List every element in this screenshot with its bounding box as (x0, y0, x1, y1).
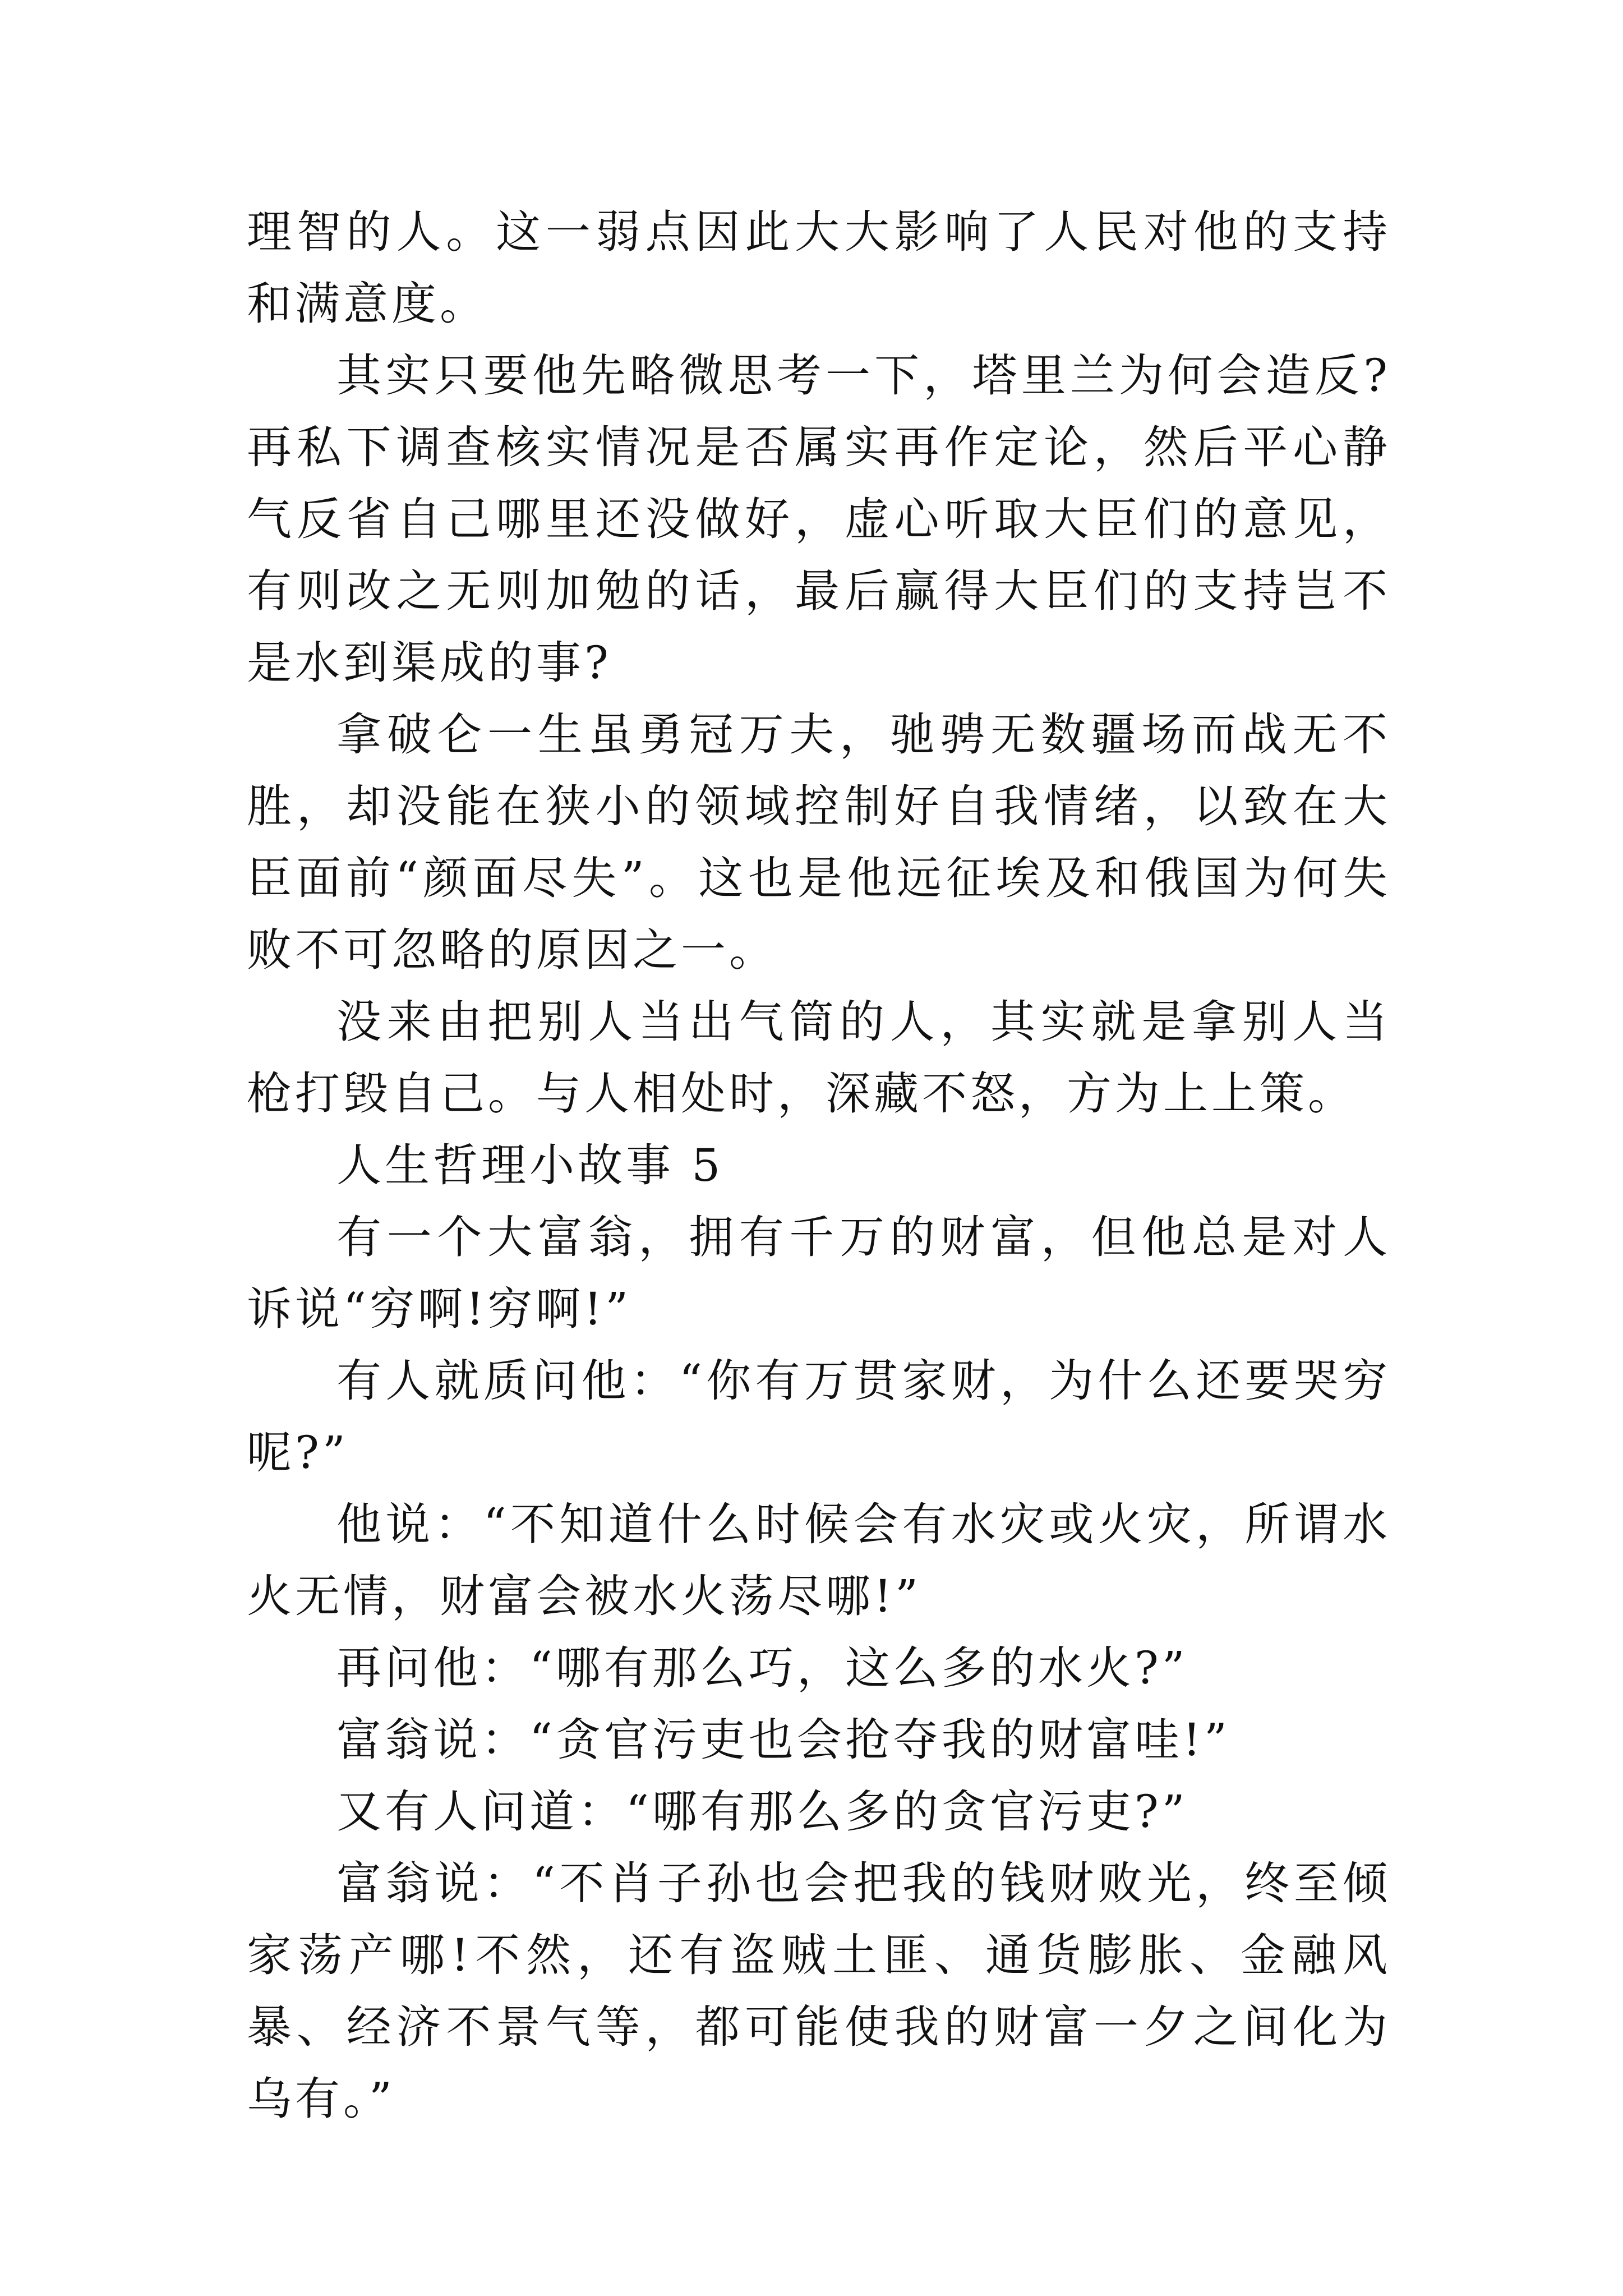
paragraph: 富翁说：“不肖子孙也会把我的钱财败光，终至倾家荡产哪!不然，还有盗贼土匪、通货膨胀、金融风暴、经济不景气等，都可能使我的财富一夕之间化为乌有。” (247, 1857, 1391, 2125)
document-body (247, 196, 1391, 2135)
paragraph: 又有人问道：“哪有那么多的贪官污吏?” (336, 1786, 1188, 1838)
paragraph: 其实只要他先略微思考一下，塔里兰为何会造反?再私下调查核实情况是否属实再作定论，然后平心静气反省自己哪里还没做好，虚心听取大臣们的意见，有则改之无则加勉的话，最后赢得大臣们的支持岂不是水到渠成的事? (247, 349, 1391, 689)
paragraph: 富翁说：“贪官污吏也会抢夺我的财富哇!” (336, 1714, 1230, 1766)
paragraph: 再问他：“哪有那么巧，这么多的水火?” (336, 1642, 1188, 1694)
paragraph: 理智的人。这一弱点因此大大影响了人民对他的支持和满意度。 (247, 206, 1391, 330)
paragraph: 没来由把别人当出气筒的人，其实就是拿别人当枪打毁自己。与人相处时，深藏不怒，方为上上策。 (247, 996, 1391, 1120)
section-heading: 人生哲理小故事 5 (336, 1139, 724, 1191)
paragraph: 拿破仑一生虽勇冠万夫，驰骋无数疆场而战无不胜，却没能在狭小的领域控制好自我情绪，以致在大臣面前“颜面尽失”。这也是他远征埃及和俄国为何失败不可忽略的原因之一。 (247, 708, 1391, 976)
paragraph: 他说：“不知道什么时候会有水灾或火灾，所谓水火无情，财富会被水火荡尽哪!” (247, 1498, 1391, 1622)
paragraph: 有一个大富翁，拥有千万的财富，但他总是对人诉说“穷啊!穷啊!” (247, 1211, 1391, 1335)
paragraph: 有人就质问他：“你有万贯家财，为什么还要哭穷呢?” (247, 1355, 1391, 1479)
